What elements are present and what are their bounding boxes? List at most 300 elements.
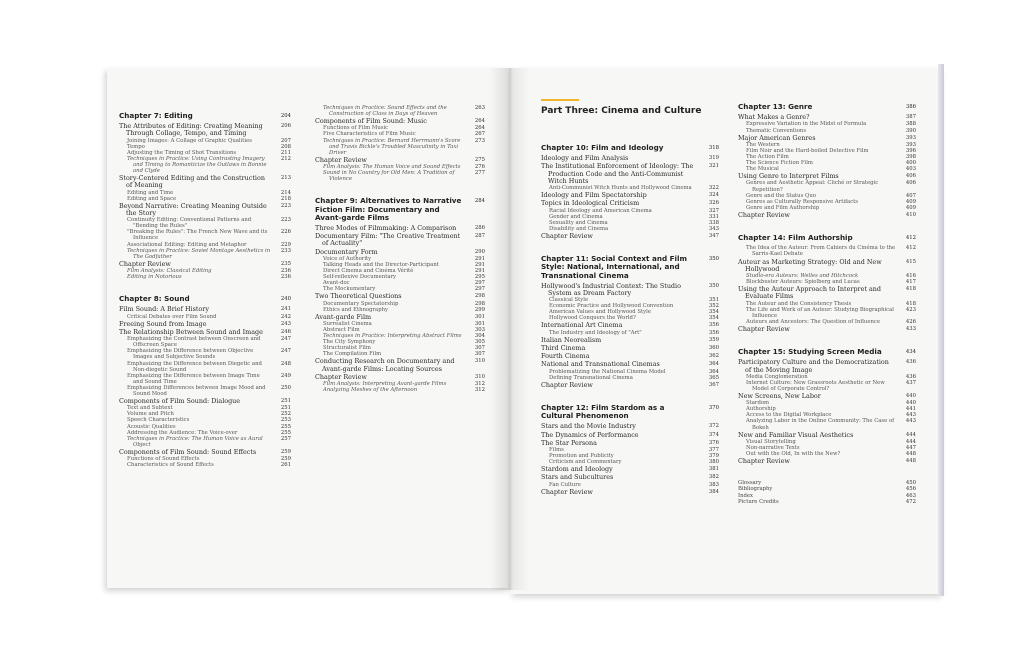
toc-page-number: 390 xyxy=(905,127,916,134)
toc-entry-title: Visual Storytelling xyxy=(746,438,796,445)
toc-page-number: 407 xyxy=(905,192,916,199)
toc-entry xyxy=(738,418,916,430)
toc-entry-title: Chapter 15: Studying Screen Media xyxy=(738,347,882,357)
toc-entry-title: Avant-doc xyxy=(323,280,350,287)
toc-entry-title: Defining Transnational Cinema xyxy=(549,374,633,381)
toc-entry-title: Chapter Review xyxy=(541,231,593,240)
toc-page-number: 437 xyxy=(905,379,916,386)
toc-entry-title: Three Modes of Filmmaking: A Comparison xyxy=(315,223,457,232)
toc-entry xyxy=(119,436,291,448)
toc-entry-title: Speech Characteristics xyxy=(127,417,190,424)
toc-entry xyxy=(315,387,485,393)
toc-page-number: 386 xyxy=(905,104,916,110)
toc-page-number: 367 xyxy=(708,381,719,388)
toc-entry-title: Joining Images: A Collage of Graphic Qualities xyxy=(127,137,252,144)
toc-page-number: 360 xyxy=(708,344,719,351)
toc-entry-title: Stardom xyxy=(746,400,770,407)
toc-page-number: 356 xyxy=(708,329,719,336)
toc-page-number: 472 xyxy=(905,498,916,505)
toc-entry xyxy=(738,359,916,373)
toc-entry-title: Addressing the Audience: The Voice-over xyxy=(127,429,238,436)
toc-page-number: 243 xyxy=(280,320,291,327)
toc-entry xyxy=(738,499,916,505)
toc-entry xyxy=(541,375,719,381)
toc-page-number: 379 xyxy=(708,453,719,460)
toc-entry-title: The Institutional Enforcement of Ideology: The Production Code and the Anti-Communist Witch Hunts xyxy=(541,162,694,185)
toc-entry-title: Documentary Form xyxy=(315,247,378,256)
toc-column-3 xyxy=(541,144,719,496)
toc-entry-title: Acoustic Qualities xyxy=(127,423,176,430)
toc-page-number: 321 xyxy=(708,163,719,170)
toc-page-number: 396 xyxy=(905,147,916,154)
chapter-heading xyxy=(315,197,485,222)
toc-entry-title: Classical Style xyxy=(549,297,589,304)
toc-entry xyxy=(541,474,719,481)
toc-page-number: 387 xyxy=(905,114,916,121)
toc-entry-title: Beyond Narrative: Creating Meaning Outside the Story xyxy=(119,201,267,217)
toc-entry-title: Auteur as Marketing Strategy: Old and New Hollywood xyxy=(738,257,882,273)
toc-entry xyxy=(119,314,291,320)
toc-entry xyxy=(541,466,719,473)
toc-page-number: 322 xyxy=(708,185,719,192)
toc-page-number: 398 xyxy=(905,153,916,160)
toc-entry xyxy=(119,217,291,229)
toc-entry-title: Stars and Subcultures xyxy=(541,473,614,482)
toc-page-number: 412 xyxy=(905,245,916,252)
toc-entry-title: Emphasizing the Difference between Diegetic and Non-diegetic Sound xyxy=(127,360,262,373)
toc-page-number: 406 xyxy=(905,180,916,187)
toc-entry-title: Index xyxy=(738,492,754,499)
toc-page-number: 253 xyxy=(280,417,291,424)
toc-entry-title: Chapter 12: Film Stardom as a Cultural Phenomenon xyxy=(541,402,665,421)
toc-entry-title: Criticism and Commentary xyxy=(549,459,622,466)
toc-page-number: 301 xyxy=(474,313,485,320)
toc-page-number: 242 xyxy=(280,313,291,320)
toc-entry-title: Racial Ideology and American Cinema xyxy=(549,207,652,214)
toc-entry xyxy=(541,440,719,447)
toc-page-number: 352 xyxy=(708,303,719,310)
toc-entry xyxy=(541,155,719,162)
toc-entry-title: The Mockumentary xyxy=(323,286,376,293)
toc-entry xyxy=(738,326,916,333)
chapter-heading xyxy=(738,234,916,242)
toc-entry-title: Chapter Review xyxy=(315,372,367,381)
toc-entry-title: International Art Cinema xyxy=(541,321,623,330)
toc-page-number: 393 xyxy=(905,141,916,148)
toc-entry-title: Chapter Review xyxy=(119,259,171,268)
toc-page-number: 312 xyxy=(474,381,485,388)
toc-entry xyxy=(541,432,719,439)
toc-entry xyxy=(315,118,485,125)
toc-page-number: 400 xyxy=(905,160,916,167)
toc-entry-title: Conducting Research on Documentary and Avant-garde Films: Locating Sources xyxy=(315,357,455,373)
toc-page-number: 415 xyxy=(905,258,916,265)
toc-entry xyxy=(315,249,485,256)
toc-page-number: 241 xyxy=(280,306,291,313)
toc-entry xyxy=(119,321,291,328)
toc-entry xyxy=(541,330,719,336)
toc-page-number: 448 xyxy=(905,458,916,465)
toc-page-number: 434 xyxy=(905,349,916,356)
toc-entry-title: Techniques in Practice: Interpreting Abstract Films xyxy=(323,333,462,340)
toc-entry-title: Disability and Cinema xyxy=(549,225,609,232)
toc-entry xyxy=(315,293,485,300)
toc-entry-title: Film Analysis: The Human Voice and Sound Effects xyxy=(323,164,461,171)
toc-page-number: 364 xyxy=(708,361,719,368)
toc-entry xyxy=(315,225,485,232)
toc-entry xyxy=(541,283,719,297)
toc-entry-title: Promotion and Publicity xyxy=(549,453,614,460)
toc-entry-title: Media Conglomeration xyxy=(746,373,808,380)
chapter-heading xyxy=(541,404,719,420)
toc-entry xyxy=(738,212,916,219)
toc-entry xyxy=(119,203,291,217)
toc-page-number: 351 xyxy=(708,297,719,304)
toc-entry-title: Problematizing the National Cinema Model xyxy=(549,368,666,375)
toc-page-number: 377 xyxy=(708,447,719,453)
toc-entry-title: Chapter 9: Alternatives to Narrative Fiction Film: Documentary and Avant-garde Films xyxy=(315,196,462,222)
toc-entry-title: Structuralist Film xyxy=(323,345,371,352)
toc-page-number: 261 xyxy=(280,462,291,469)
toc-entry-title: Volume and Pitch xyxy=(127,411,174,418)
toc-page-number: 297 xyxy=(474,286,485,293)
toc-entry xyxy=(315,374,485,381)
toc-entry-title: The Relationship Between Sound and Image xyxy=(119,327,263,336)
toc-page-number: 347 xyxy=(708,232,719,239)
toc-entry-title: Using Genre to Interpret Films xyxy=(738,172,839,181)
toc-entry-title: The Industry and Ideology of "Art" xyxy=(549,329,642,336)
toc-entry-title: Film Analysis: Interpreting Avant-garde Films xyxy=(323,381,447,388)
toc-page-number: 310 xyxy=(474,358,485,365)
toc-page-number: 263 xyxy=(474,105,485,111)
toc-entry xyxy=(738,114,916,121)
toc-page-number: 326 xyxy=(708,200,719,207)
toc-entry-title: Fan Culture xyxy=(549,481,581,488)
toc-entry-title: Analyzing Labor in the Online Community: The Case of Bokeh xyxy=(746,418,895,431)
toc-entry xyxy=(315,157,485,164)
toc-entry-title: Bibliography xyxy=(738,486,773,493)
toc-page-number: 247 xyxy=(280,336,291,343)
toc-entry-title: Genres as Culturally Responsive Artifacts xyxy=(746,198,859,205)
toc-page-number: 354 xyxy=(708,315,719,322)
toc-entry xyxy=(119,385,291,397)
toc-entry-title: Two Theoretical Questions xyxy=(315,292,402,301)
toc-page-number: 291 xyxy=(474,255,485,262)
toc-page-number: 418 xyxy=(905,300,916,307)
toc-page-number: 448 xyxy=(905,451,916,458)
toc-page-number: 284 xyxy=(474,198,485,205)
toc-entry xyxy=(119,261,291,268)
toc-page-number: 447 xyxy=(905,444,916,451)
toc-entry-title: Ideology and Film Analysis xyxy=(541,154,629,163)
toc-page-number: 299 xyxy=(474,306,485,313)
toc-page-number: 218 xyxy=(280,195,291,202)
toc-entry-title: Fourth Cinema xyxy=(541,352,590,361)
toc-entry xyxy=(119,348,291,360)
toc-entry xyxy=(119,123,291,137)
toc-entry-title: Techniques in Practice: Soviet Montage Aesthetics in The Godfather xyxy=(127,247,271,260)
toc-page-number: 350 xyxy=(708,282,719,289)
toc-page-number: 409 xyxy=(905,204,916,211)
toc-entry xyxy=(119,336,291,348)
toc-entry-title: Film Analysis: Classical Editing xyxy=(127,268,212,275)
toc-page-number: 257 xyxy=(280,435,291,442)
toc-entry-title: The Musical xyxy=(746,166,779,173)
page-edges xyxy=(938,64,944,596)
toc-page-number: 297 xyxy=(474,280,485,287)
toc-page-number: 223 xyxy=(280,202,291,209)
toc-entry-title: Genres and Aesthetic Appeal: Cliché or Strategic Repetition? xyxy=(746,180,879,193)
toc-page-number: 383 xyxy=(708,481,719,488)
toc-page-number: 236 xyxy=(280,274,291,281)
toc-entry-title: Chapter 7: Editing xyxy=(119,111,193,120)
toc-entry-title: Techniques in Practice: The Human Voice as Aural Object xyxy=(127,435,263,448)
toc-entry-title: The Attributes of Editing: Creating Meaning Through Collage, Tempo, and Timing xyxy=(119,122,263,138)
toc-entry-title: Documentary Film: "The Creative Treatment of Actuality" xyxy=(315,232,461,248)
toc-entry-title: Stars and the Movie Industry xyxy=(541,422,636,431)
toc-entry xyxy=(315,314,485,321)
toc-entry-title: Glossary xyxy=(738,480,762,487)
toc-page-number: 240 xyxy=(280,296,291,303)
toc-page-number: 207 xyxy=(280,137,291,144)
toc-entry-title: Talking Heads and the Director-Participant xyxy=(323,261,439,268)
toc-entry-title: Components of Film Sound: Dialogue xyxy=(119,397,241,406)
toc-page-number: 376 xyxy=(708,439,719,446)
toc-page-number: 264 xyxy=(474,118,485,125)
toc-entry-title: Major American Genres xyxy=(738,133,816,142)
toc-page-number: 211 xyxy=(280,149,291,156)
toc-page-number: 233 xyxy=(280,247,291,254)
toc-page-number: 356 xyxy=(708,322,719,329)
toc-page-number: 286 xyxy=(474,224,485,231)
toc-page-number: 364 xyxy=(708,368,719,375)
toc-entry-title: Emphasizing the Difference between Image Time and Sound Time xyxy=(127,372,260,385)
toc-page-number: 350 xyxy=(708,256,719,263)
toc-page-number: 276 xyxy=(474,164,485,171)
toc-entry-title: The Science Fiction Film xyxy=(746,160,813,167)
toc-page-number: 312 xyxy=(474,387,485,394)
toc-entry xyxy=(738,319,916,325)
toc-page-number: 275 xyxy=(474,156,485,163)
toc-entry-title: Surrealist Cinema xyxy=(323,320,372,327)
toc-entry xyxy=(738,135,916,142)
toc-page-number: 236 xyxy=(280,268,291,275)
toc-page-number: 267 xyxy=(474,131,485,138)
part-title: Part Three: Cinema and Culture xyxy=(541,106,702,116)
chapter-heading xyxy=(738,348,916,356)
toc-page-number: 412 xyxy=(905,235,916,242)
toc-entry-title: Chapter Review xyxy=(738,324,790,333)
toc-entry-title: Expressive Variation in the Midst of Formula xyxy=(746,121,867,128)
toc-page-number: 384 xyxy=(708,488,719,495)
toc-page-number: 255 xyxy=(280,429,291,436)
toc-page-number: 410 xyxy=(905,211,916,218)
toc-page-number: 343 xyxy=(708,225,719,232)
toc-entry xyxy=(541,353,719,360)
toc-page-number: 212 xyxy=(280,155,291,162)
toc-entry-title: What Makes a Genre? xyxy=(738,113,810,122)
toc-entry-title: Sound in No Country for Old Men: A Tradition of Violence xyxy=(323,170,455,183)
toc-entry-title: Gender and Cinema xyxy=(549,213,603,220)
toc-entry xyxy=(738,259,916,273)
toc-entry-title: Blockbuster Auteurs: Spielberg and Lucas xyxy=(746,279,860,286)
toc-entry xyxy=(541,482,719,488)
toc-page-number: 307 xyxy=(474,351,485,358)
toc-entry xyxy=(738,245,916,257)
toc-entry xyxy=(541,382,719,389)
toc-entry-title: Film Sound: A Brief History xyxy=(119,305,209,314)
toc-entry xyxy=(541,337,719,344)
toc-entry xyxy=(119,229,291,241)
toc-entry-title: Five Characteristics of Film Music xyxy=(323,131,416,138)
toc-page-number: 436 xyxy=(905,359,916,366)
toc-entry-title: National and Transnational Cinemas xyxy=(541,360,660,369)
toc-entry-title: Authorship xyxy=(746,406,776,413)
toc-entry-title: Genre and the Status Quo xyxy=(746,192,816,199)
chapter-heading xyxy=(541,144,719,152)
section-gap xyxy=(738,465,916,480)
toc-entry-title: Emphasizing the Difference between Objective Images and Subjective Sounds xyxy=(127,348,254,361)
toc-entry-title: Continuity Editing: Conventional Patterns and "Bending the Rules" xyxy=(127,217,252,230)
toc-entry-title: Techniques in Practice: Using Contrasting Imagery and Timing to Romanticize the Outlaws in Bonnie and Clyde xyxy=(127,155,267,175)
toc-page-number: 287 xyxy=(474,233,485,240)
toc-entry xyxy=(119,398,291,405)
toc-entry-title: Using the Auteur Approach to Interpret and Evaluate Films xyxy=(738,285,881,301)
toc-entry xyxy=(315,358,485,372)
toc-page-number: 416 xyxy=(905,272,916,279)
toc-page-number: 295 xyxy=(474,274,485,281)
toc-page-number: 249 xyxy=(280,372,291,379)
toc-entry-title: Chapter Review xyxy=(541,487,593,496)
toc-entry xyxy=(119,373,291,385)
toc-page-number: 298 xyxy=(474,293,485,300)
toc-entry-title: Access to the Digital Workplace xyxy=(746,412,832,419)
toc-page-number: 291 xyxy=(474,267,485,274)
toc-entry xyxy=(738,380,916,392)
toc-page-number: 291 xyxy=(474,261,485,268)
toc-entry-title: Abstract Film xyxy=(323,327,360,334)
toc-entry-title: Ideology and Film Spectatorship xyxy=(541,191,647,200)
toc-page-number: 338 xyxy=(708,219,719,226)
toc-entry-title: Components of Film Sound: Music xyxy=(315,117,427,126)
toc-page-number: 409 xyxy=(905,198,916,205)
toc-page-number: 406 xyxy=(905,173,916,180)
toc-entry-title: Hollywood's Industrial Context: The Studio System as Dream Factory xyxy=(541,281,681,297)
toc-column-4 xyxy=(738,103,916,505)
toc-column-2 xyxy=(315,105,485,393)
toc-entry-title: Ethics and Ethnography xyxy=(323,306,388,313)
toc-entry-title: Emphasizing Differences between Image Mood and Sound Mood xyxy=(127,384,266,397)
toc-entry-title: Internet Culture: New Grassroots Aesthetic or New Model of Corporate Control? xyxy=(746,379,885,392)
toc-entry-title: The Compilation Film xyxy=(323,351,382,358)
toc-entry-title: Chapter Review xyxy=(541,380,593,389)
toc-page-number: 303 xyxy=(474,327,485,334)
toc-page-number: 246 xyxy=(280,328,291,335)
toc-page-number: 440 xyxy=(905,393,916,399)
toc-page-number: 247 xyxy=(280,348,291,355)
toc-page-number: 443 xyxy=(905,412,916,419)
toc-page-number: 235 xyxy=(280,260,291,267)
toc-entry xyxy=(541,361,719,368)
toc-entry-title: Editing in Notorious xyxy=(127,274,182,281)
section-gap xyxy=(315,182,485,197)
toc-page-number: 388 xyxy=(905,121,916,128)
toc-entry xyxy=(119,196,291,202)
toc-entry-title: New and Familiar Visual Aesthetics xyxy=(738,430,854,439)
toc-entry xyxy=(315,170,485,182)
right-page xyxy=(510,68,939,594)
toc-entry-title: The Western xyxy=(746,141,780,148)
toc-page-number: 354 xyxy=(708,309,719,316)
toc-entry-title: Stardom and Ideology xyxy=(541,465,613,474)
toc-entry-title: Chapter Review xyxy=(738,210,790,219)
toc-entry xyxy=(738,458,916,465)
toc-page-number: 214 xyxy=(280,189,291,196)
toc-page-number: 248 xyxy=(280,360,291,367)
toc-entry-title: Functions of Film Music xyxy=(323,125,389,132)
toc-entry-title: Films xyxy=(549,447,564,453)
toc-entry-title: Adjusting the Timing of Shot Transitions xyxy=(127,149,237,156)
toc-entry-title: Chapter 11: Social Context and Film Style: National, International, and Transnational Cinema xyxy=(541,254,687,280)
chapter-heading xyxy=(119,295,291,303)
chapter-heading xyxy=(541,255,719,280)
toc-entry xyxy=(541,163,719,185)
toc-entry-title: Italian Neorealism xyxy=(541,335,602,344)
toc-page-number: 444 xyxy=(905,438,916,445)
toc-entry-title: Economic Practice and Hollywood Convention xyxy=(549,303,674,310)
toc-entry-title: Hollywood Conquers the World? xyxy=(549,315,636,322)
toc-page-number: 310 xyxy=(474,373,485,380)
toc-entry xyxy=(315,105,485,117)
toc-entry-title: New Screens, New Labor xyxy=(738,392,821,400)
toc-page-number: 382 xyxy=(708,474,719,481)
toc-entry-title: Avant-garde Film xyxy=(315,312,372,321)
toc-page-number: 359 xyxy=(708,336,719,343)
left-page xyxy=(107,68,510,588)
toc-page-number: 426 xyxy=(905,318,916,325)
toc-entry xyxy=(541,345,719,352)
toc-entry-title: Associational Editing: Editing and Metaphor xyxy=(127,241,247,248)
toc-entry-title: Auteurs and Ancestors: The Question of Influence xyxy=(746,318,880,325)
toc-entry xyxy=(738,180,916,192)
toc-page-number: 259 xyxy=(280,456,291,463)
toc-page-number: 208 xyxy=(280,143,291,150)
toc-entry-title: Participatory Culture and the Democratization of the Moving Image xyxy=(738,358,889,374)
toc-entry-title: The Dynamics of Performance xyxy=(541,430,639,439)
toc-entry xyxy=(541,200,719,207)
toc-entry xyxy=(738,393,916,400)
toc-page-number: 436 xyxy=(905,373,916,380)
toc-page-number: 403 xyxy=(905,166,916,173)
toc-page-number: 252 xyxy=(280,411,291,418)
toc-page-number: 229 xyxy=(280,241,291,248)
toc-entry xyxy=(541,192,719,199)
toc-page-number: 440 xyxy=(905,400,916,407)
toc-entry-title: The Life and Work of an Auteur: Studying Biographical Influence xyxy=(746,306,894,319)
toc-entry xyxy=(119,156,291,174)
toc-entry-title: Non-narrative Texts xyxy=(746,444,800,451)
toc-entry xyxy=(119,329,291,336)
toc-page-number: 443 xyxy=(905,418,916,425)
section-gap xyxy=(541,389,719,404)
toc-entry xyxy=(119,449,291,456)
toc-column-1 xyxy=(119,112,291,468)
toc-entry-title: Chapter 8: Sound xyxy=(119,294,190,304)
toc-entry xyxy=(738,128,916,134)
toc-page-number: 444 xyxy=(905,431,916,438)
toc-entry xyxy=(541,489,719,496)
toc-page-number: 372 xyxy=(708,423,719,430)
